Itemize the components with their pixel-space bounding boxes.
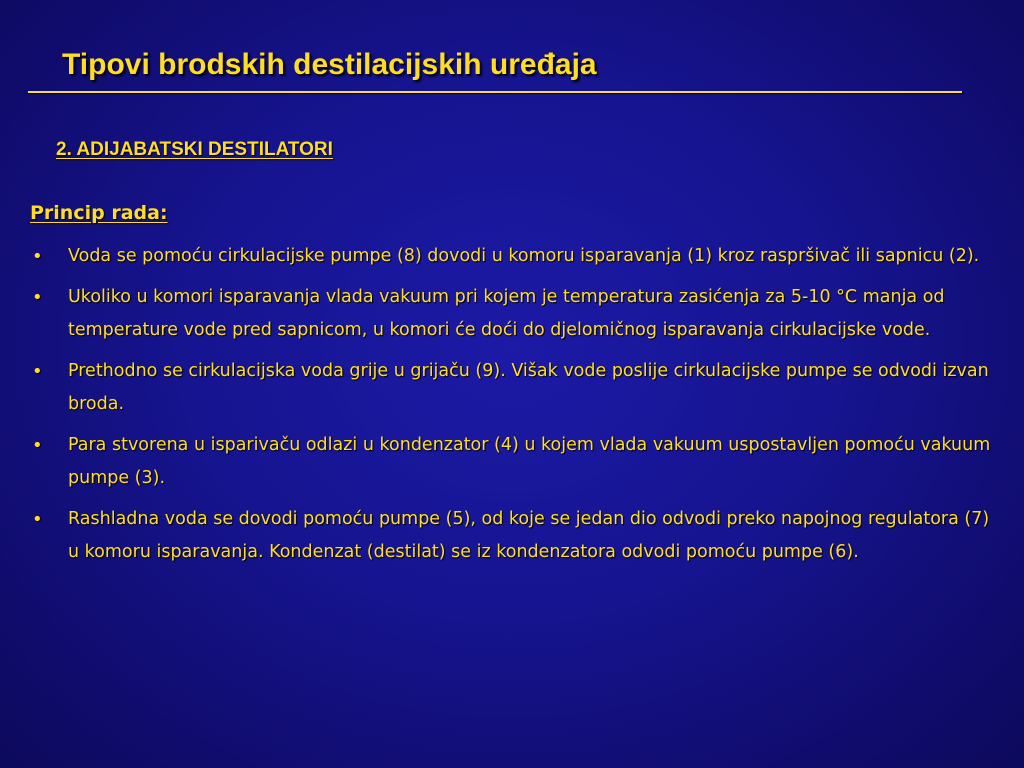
bullet-item [30, 355, 1000, 421]
bullet-dot-icon: • [32, 287, 43, 308]
bullet-item [30, 503, 1000, 569]
section-subtitle: 2. ADIJABATSKI DESTILATORI [56, 139, 333, 160]
slide-title: Tipovi brodskih destilacijskih uređaja [62, 48, 597, 81]
bullet-dot-icon: • [32, 435, 43, 456]
bullet-item [30, 429, 1000, 495]
bullet-list [30, 240, 1000, 577]
bullet-item [30, 281, 1000, 347]
bullet-text: Voda se pomoću cirkulacijske pumpe (8) dovodi u komoru isparavanja (1) kroz raspršivač ili sapnicu (2). [68, 246, 980, 266]
bullet-text: Para stvorena u isparivaču odlazi u kondenzator (4) u kojem vlada vakuum uspostavljen pomoću vakuum pumpe (3). [68, 435, 991, 488]
bullet-dot-icon: • [32, 509, 43, 530]
bullet-text: Ukoliko u komori isparavanja vlada vakuum pri kojem je temperatura zasićenja za 5-10 °C manja od temperature vode pred sapnicom, u komori će doći do djelomičnog isparavanja cirkulacijske vode. [68, 287, 945, 340]
bullet-text: Prethodno se cirkulacijska voda grije u grijaču (9). Višak vode poslije cirkulacijske pumpe se odvodi izvan broda. [68, 361, 989, 414]
bullet-item [30, 240, 1000, 273]
principle-label: Princip rada: [30, 202, 168, 224]
bullet-dot-icon: • [32, 361, 43, 382]
title-underline-rule [28, 91, 962, 93]
bullet-text: Rashladna voda se dovodi pomoću pumpe (5), od koje se jedan dio odvodi preko napojnog regulatora (7) u komoru isparavanja. Kondenzat (destilat) se iz kondenzatora odvodi pomoću pumpe (6). [68, 509, 990, 562]
bullet-dot-icon: • [32, 246, 43, 267]
